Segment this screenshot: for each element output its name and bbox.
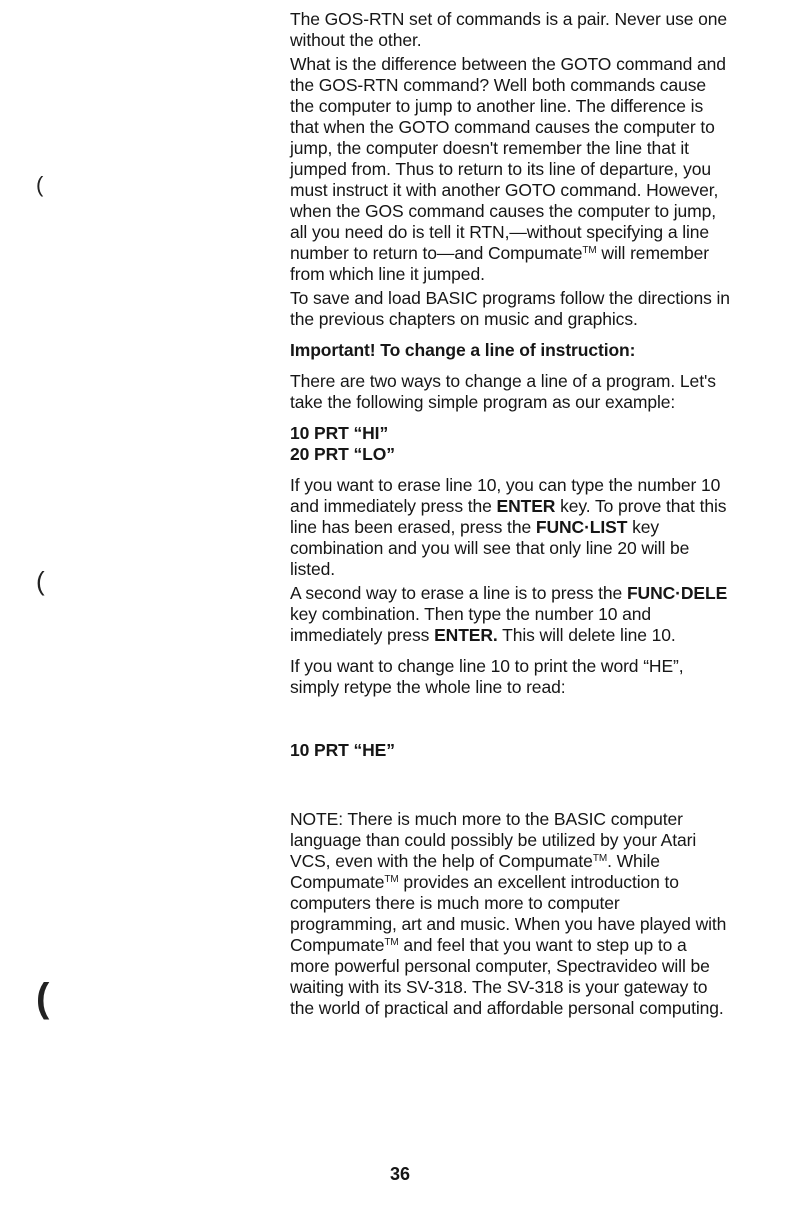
code-line: 10 PRT “HI”: [290, 423, 389, 443]
paragraph-goto-vs-gos: [290, 54, 730, 285]
key-func-list: FUNC·LIST: [535, 517, 628, 537]
paragraph-text: will remember from which line it jumped.: [290, 243, 710, 284]
paragraph-text: . While Compumate: [290, 851, 660, 892]
paragraph-two-ways: There are two ways to change a line of a program. Let's take the following simple program as our example:: [290, 371, 716, 412]
spacer: [290, 708, 730, 740]
paragraph-text: NOTE: There is much more to the BASIC computer language than could possibly be utilized by your Atari VCS, even with the help of Compumate: [290, 809, 697, 871]
paragraph-change-line: If you want to change line 10 to print the word “HE”, simply retype the whole line to read:: [290, 656, 684, 697]
code-example: [290, 423, 730, 465]
spacer: [290, 771, 730, 809]
paragraph-text: key combination and you will see that only line 20 will be listed.: [290, 517, 690, 579]
paragraph-second-way: [290, 583, 730, 646]
code-example: [290, 740, 730, 761]
paragraph-gos-rtn-pair: The GOS-RTN set of commands is a pair. Never use one without the other.: [290, 9, 728, 50]
text-column: [290, 9, 730, 1029]
key-func-dele: FUNC·DELE: [626, 583, 728, 603]
section-heading: Important! To change a line of instruction:: [290, 340, 636, 360]
paragraph-text: key combination. Then type the number 10 and immediately press: [290, 604, 652, 645]
trademark-mark: TM: [592, 853, 608, 864]
paragraph-text: What is the difference between the GOTO command and the GOS-RTN command? Well both commands cause the computer to jump to another line. The difference is that when the GOTO command causes the computer to jump, the computer doesn't remember the line that it jumped from. Thus to return to its line of departure, you must instruct it with another GOTO command. However, when the GOS command causes the computer to jump, all you need do is tell it RTN,—without specifying a line number to return to—and Compumate: [290, 54, 726, 263]
paragraph-text: provides an excellent introduction to computers there is much more to computer programming, art and music. When you have played with Compumate: [290, 872, 727, 955]
trademark-mark: TM: [384, 937, 399, 948]
margin-mark: (: [36, 172, 44, 197]
key-enter: ENTER: [496, 496, 556, 516]
paragraph-text: This will delete line 10.: [497, 625, 676, 645]
paragraph-text: If you want to erase line 10, you can type the number 10 and immediately press the: [290, 475, 721, 516]
margin-mark: (: [36, 976, 50, 1020]
paragraph-note: [290, 809, 730, 1019]
trademark-mark: TM: [384, 874, 399, 885]
trademark-mark: TM: [582, 245, 597, 256]
code-line: 10 PRT “HE”: [290, 740, 395, 760]
key-enter: ENTER.: [434, 625, 498, 645]
paragraph-text: and feel that you want to step up to a more powerful personal computer, Spectravideo will be waiting with its SV-318. The SV-318 is your gateway to the world of practical and affordable personal computing.: [290, 935, 724, 1018]
paragraph-text: A second way to erase a line is to press the: [290, 583, 627, 603]
page-number: 36: [389, 1164, 411, 1184]
code-line: 20 PRT “LO”: [290, 444, 395, 464]
paragraph-text: key. To prove that this line has been erased, press the: [290, 496, 727, 537]
paragraph-erase-line: [290, 475, 730, 580]
margin-mark: (: [36, 566, 45, 596]
paragraph-save-load: To save and load BASIC programs follow the directions in the previous chapters on music and graphics.: [290, 288, 730, 329]
